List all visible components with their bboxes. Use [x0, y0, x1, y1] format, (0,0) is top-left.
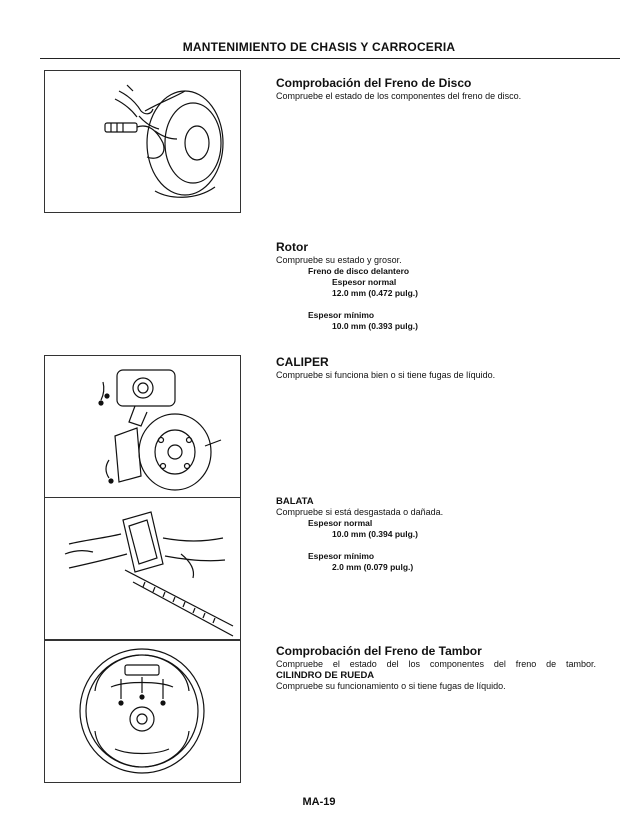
disc-brake-illustration	[44, 70, 241, 213]
caliper-title: CALIPER	[276, 355, 329, 369]
pad-section	[276, 496, 596, 573]
wheel-cylinder-title: CILINDRO DE RUEDA	[276, 670, 375, 681]
pad-min-value: 2.0 mm (0.079 pulg.)	[332, 562, 414, 572]
page-header: MANTENIMIENTO DE CHASIS Y CARROCERIA	[182, 40, 456, 54]
page-number: MA-19	[302, 796, 336, 808]
wheel-cylinder-body: Compruebe su funcionamiento o si tiene fugas de líquido.	[276, 681, 506, 691]
pad-standard-label: Espesor normal	[308, 518, 373, 528]
rotor-min-value: 10.0 mm (0.393 pulg.)	[332, 321, 418, 331]
rotor-body: Compruebe su estado y grosor.	[276, 255, 402, 265]
disc-check-title: Comprobación del Freno de Disco	[276, 76, 472, 90]
drum-check-title: Comprobación del Freno de Tambor	[276, 644, 482, 658]
rotor-title: Rotor	[276, 240, 308, 254]
pad-body: Compruebe si está desgastada o dañada.	[276, 507, 444, 517]
rotor-standard-value: 12.0 mm (0.472 pulg.)	[332, 288, 418, 298]
caliper-body: Compruebe si funciona bien o si tiene fugas de líquido.	[276, 370, 496, 380]
drum-check-section	[276, 644, 596, 692]
disc-check-section	[276, 76, 596, 102]
pad-min-label: Espesor mínimo	[308, 551, 375, 561]
rotor-front-disc-label: Freno de disco delantero	[308, 266, 410, 276]
caliper-illustration	[44, 355, 241, 498]
drum-brake-illustration	[44, 640, 241, 783]
brake-pad-illustration	[44, 497, 241, 640]
header-divider	[40, 58, 620, 59]
rotor-min-label: Espesor mínimo	[308, 310, 375, 320]
rotor-section	[276, 240, 596, 332]
caliper-section	[276, 355, 596, 381]
drum-check-body: Compruebe el estado del los componentes del freno de tambor.	[276, 659, 596, 669]
pad-title: BALATA	[276, 496, 314, 507]
pad-standard-value: 10.0 mm (0.394 pulg.)	[332, 529, 418, 539]
disc-check-body: Compruebe el estado de los componentes del freno de disco.	[276, 91, 522, 101]
rotor-standard-label: Espesor normal	[332, 277, 397, 287]
